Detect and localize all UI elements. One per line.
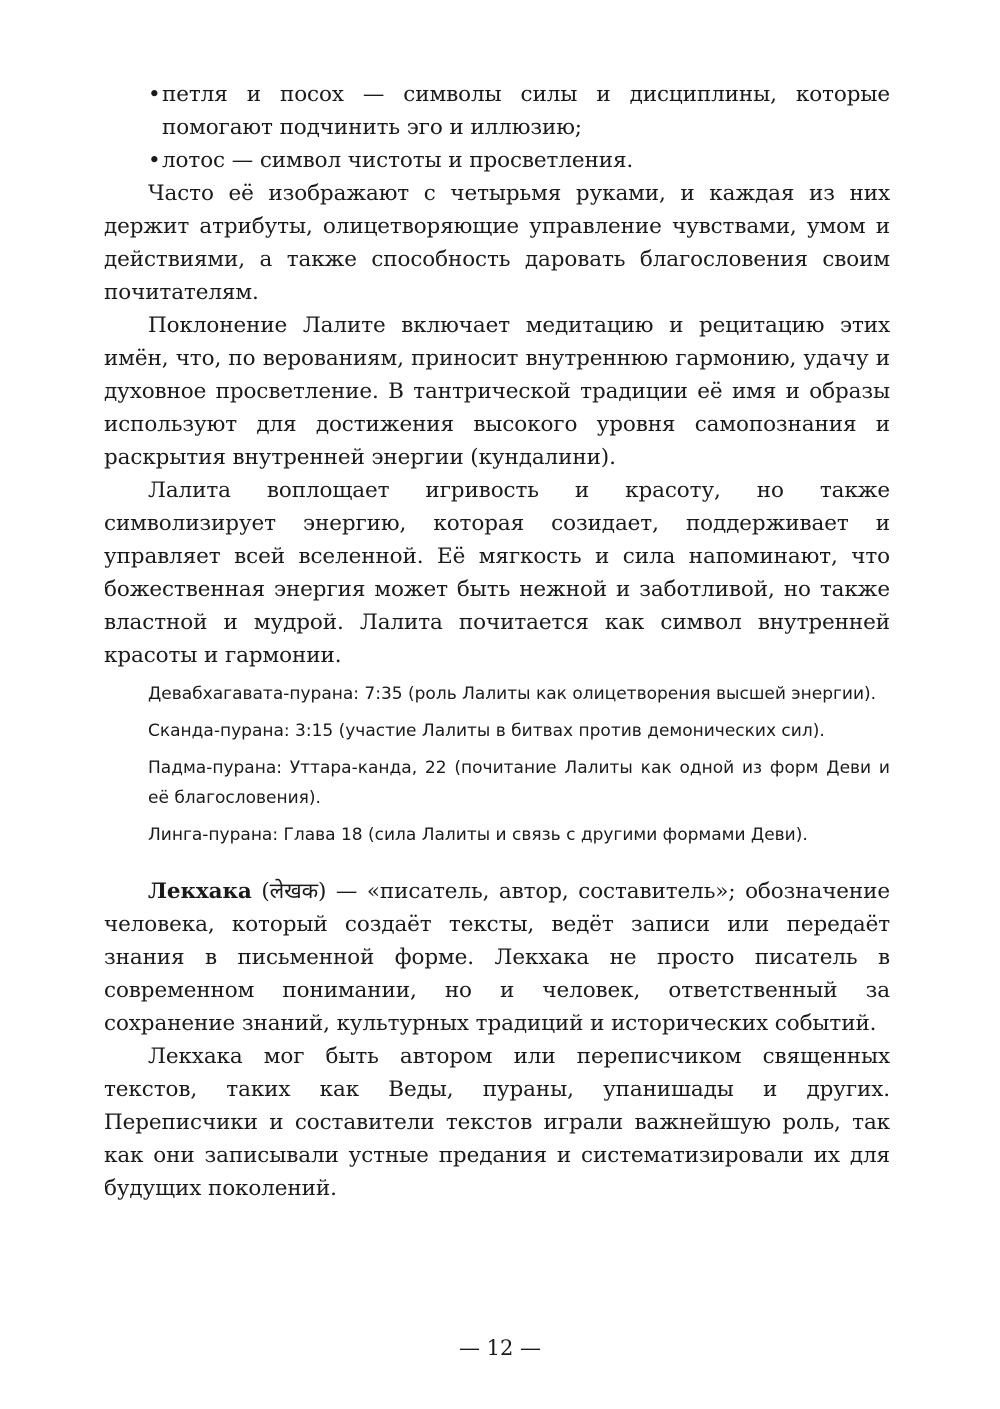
list-item (104, 144, 890, 177)
page-number: — 12 — (458, 1336, 542, 1360)
reference-item: Линга-пурана: Глава 18 (сила Лалиты и связь с другими формами Деви). (148, 825, 808, 845)
bullet-marker: • (148, 82, 161, 107)
bullet-list (104, 78, 890, 177)
page-body (104, 78, 890, 1205)
reference-item: Падма-пурана: Уттара-канда, 22 (почитание Лалиты как одной из форм Деви и её благословения). (148, 758, 890, 808)
section-gap (104, 857, 890, 875)
paragraph-worship: Поклонение Лалите включает медитацию и рецитацию этих имён, что, по верованиям, приносит внутреннюю гармонию, удачу и духовное просветление. В тантрической традиции её имя и образы используют для достижения высокого уровня самопознания и раскрытия внутренней энергии (кундалини). (104, 313, 890, 470)
references-block (104, 679, 890, 850)
paragraph-arms: Часто её изображают с четырьмя руками, и каждая из них держит атрибуты, олицетворяющие управление чувствами, умом и действиями, а также способность даровать благословения своим почитателям. (104, 181, 890, 305)
reference-item: Девабхагавата-пурана: 7:35 (роль Лалиты как олицетворения высшей энергии). (148, 684, 877, 704)
bullet-text: петля и посох — символы силы и дисциплины, которые помогают подчинить эго и иллюзию; (162, 82, 890, 140)
entry-term: Лекхака (148, 879, 252, 904)
bullet-marker: • (148, 148, 161, 173)
paragraph-scribe: Лекхака мог быть автором или переписчиком священных текстов, таких как Веды, пураны, упанишады и других. Переписчики и составители текстов играли важнейшую роль, так как они записывали устные предания и систематизировали их для будущих поколений. (104, 1044, 890, 1201)
paragraph-lalita: Лалита воплощает игривость и красоту, но также символизирует энергию, которая созидает, поддерживает и управляет всей вселенной. Её мягкость и сила напоминают, что божественная энергия может быть нежной и заботливой, но также властной и мудрой. Лалита почитается как символ внутренней красоты и гармонии. (104, 478, 890, 668)
bullet-text: лотос — символ чистоты и просветления. (162, 148, 634, 173)
reference-item: Сканда-пурана: 3:15 (участие Лалиты в битвах против демонических сил). (148, 721, 825, 741)
entry-definition: — «писатель, автор, составитель»; обозначение человека, который создаёт тексты, ведёт записи или передаёт знания в письменной форме. Лекхака не просто писатель в современном понимании, но и человек, ответственный за сохранение знаний, культурных традиций и исторических событий. (104, 879, 891, 1036)
entry-sanskrit: (लेखक) (261, 879, 327, 904)
dictionary-entry (104, 875, 890, 1040)
list-item (104, 78, 890, 144)
